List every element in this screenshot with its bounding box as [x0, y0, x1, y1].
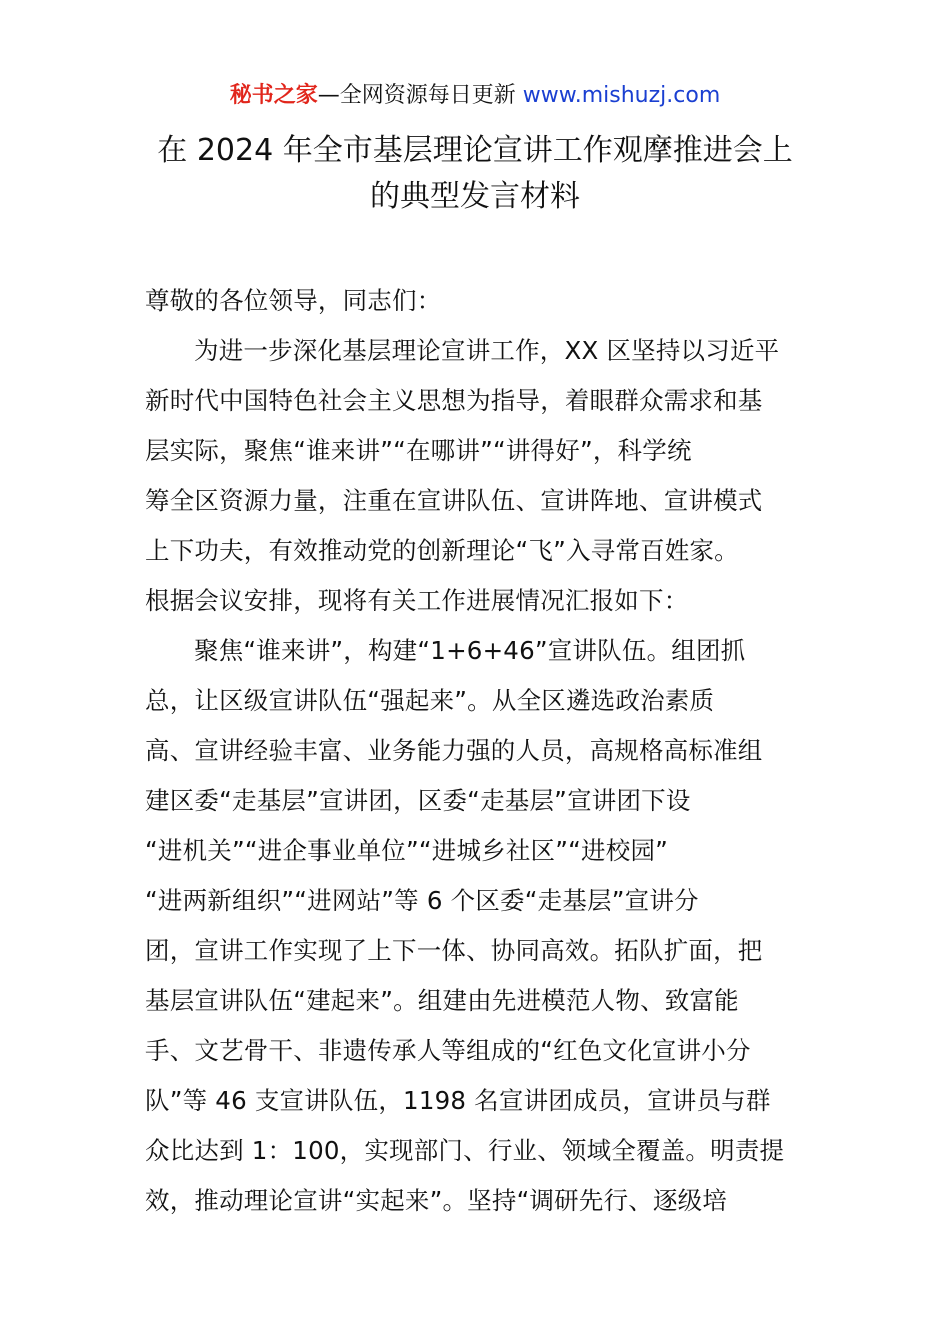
paragraph-2-line: 团，宣讲工作实现了上下一体、协同高效。拓队扩面，把 — [145, 936, 763, 965]
paragraph-2-line: 高、宣讲经验丰富、业务能力强的人员，高规格高标准组 — [145, 736, 763, 765]
paragraph-2-line: 建区委“走基层”宣讲团，区委“走基层”宣讲团下设 — [145, 786, 691, 815]
salutation: 尊敬的各位领导，同志们： — [145, 286, 442, 315]
site-url-link[interactable]: www.mishuzj.com — [522, 83, 721, 108]
paragraph-1-line: 上下功夫，有效推动党的创新理论“飞”入寻常百姓家。 — [145, 536, 739, 565]
paragraph-2-line: 队”等 46 支宣讲队伍，1198 名宣讲团成员，宣讲员与群 — [145, 1086, 771, 1115]
paragraph-2-line: 众比达到 1：100，实现部门、行业、领域全覆盖。明责提 — [145, 1136, 785, 1165]
site-header — [0, 80, 950, 112]
paragraph-2-line: “进两新组织”“进网站”等 6 个区委“走基层”宣讲分 — [145, 886, 699, 915]
paragraph-1-line: 筹全区资源力量，注重在宣讲队伍、宣讲阵地、宣讲模式 — [145, 486, 763, 515]
document-title-line-1: 在 2024 年全市基层理论宣讲工作观摩推进会上 — [157, 133, 793, 168]
site-tagline: —全网资源每日更新 — [317, 83, 523, 108]
paragraph-1-line: 为进一步深化基层理论宣讲工作，XX 区坚持以习近平 — [194, 336, 780, 365]
paragraph-1-line: 根据会议安排，现将有关工作进展情况汇报如下： — [145, 586, 689, 615]
paragraph-2-line: 效，推动理论宣讲“实起来”。坚持“调研先行、逐级培 — [145, 1186, 728, 1215]
paragraph-2-line: 总，让区级宣讲队伍“强起来”。从全区遴选政治素质 — [145, 686, 715, 715]
document-body — [145, 276, 810, 1226]
paragraph-2-line: 基层宣讲队伍“建起来”。组建由先进模范人物、致富能 — [145, 986, 739, 1015]
document-title-line-2: 的典型发言材料 — [370, 179, 580, 214]
paragraph-2-line: “进机关”“进企事业单位”“进城乡社区”“进校园” — [145, 836, 669, 865]
paragraph-2-line: 手、文艺骨干、非遗传承人等组成的“红色文化宣讲小分 — [145, 1036, 751, 1065]
paragraph-1-line: 层实际，聚焦“谁来讲”“在哪讲”“讲得好”，科学统 — [145, 436, 692, 465]
site-brand: 秘书之家 — [229, 83, 318, 108]
paragraph-1-line: 新时代中国特色社会主义思想为指导，着眼群众需求和基 — [145, 386, 763, 415]
document-title — [0, 128, 950, 220]
paragraph-2-line: 聚焦“谁来讲”，构建“1+6+46”宣讲队伍。组团抓 — [194, 636, 746, 665]
